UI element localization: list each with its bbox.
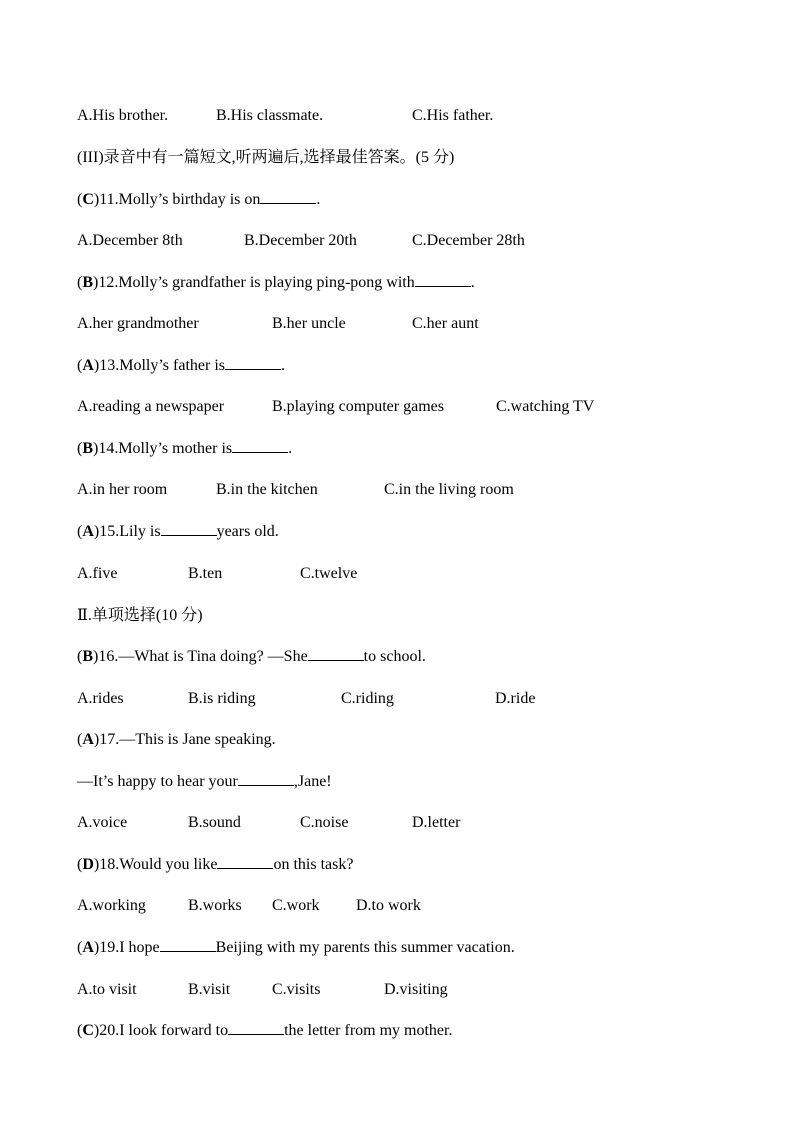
q19-blank [160, 937, 216, 952]
q19-option-a: A.to visit [77, 981, 137, 998]
question-17-line2 [77, 771, 332, 793]
question-12: (B)12.Molly’s grandfather is playing ping-pong with . [77, 272, 475, 294]
q19-stem: 19.I hope [99, 939, 160, 956]
q12-option-c: C.her aunt [412, 315, 479, 332]
answer-18: D [82, 856, 94, 873]
q13-options [77, 396, 777, 418]
section3-heading: (III)录音中有一篇短文,听两遍后,选择最佳答案。(5 分) [77, 149, 455, 166]
q17-stem: 17.—This is Jane speaking. [99, 731, 276, 748]
q17-option-c: C.noise [300, 814, 349, 831]
q20-after: the letter from my mother. [284, 1022, 453, 1039]
q15-after: years old. [216, 523, 279, 540]
q16-option-c: C.riding [341, 690, 394, 707]
q13-option-b: B.playing computer games [272, 398, 444, 415]
q16-options [77, 688, 777, 710]
answer-15: A [82, 523, 94, 540]
answer-11: C [82, 191, 94, 208]
q12-after: . [470, 274, 475, 291]
q18-option-b: B.works [188, 897, 242, 914]
q15-stem: 15.Lily is [99, 523, 161, 540]
q11-blank [260, 189, 316, 204]
question-16: (B)16.—What is Tina doing? —She to school. [77, 646, 426, 668]
q19-option-d: D.visiting [384, 981, 448, 998]
q10-option-a: A.His brother. [77, 107, 169, 124]
q10-option-c: C.His father. [412, 107, 494, 124]
q13-blank [225, 355, 281, 370]
answer-13: A [82, 357, 94, 374]
q17-option-b: B.sound [188, 814, 241, 831]
q15-option-a: A.five [77, 565, 118, 582]
q14-option-b: B.in the kitchen [216, 481, 318, 498]
q14-stem: 14.Molly’s mother is [98, 440, 233, 457]
answer-20: C [82, 1022, 94, 1039]
q12-option-a: A.her grandmother [77, 315, 199, 332]
q13-option-c: C.watching TV [496, 398, 595, 415]
answer-14: B [82, 440, 93, 457]
q20-blank [228, 1020, 284, 1035]
question-14: (B)14.Molly’s mother is . [77, 438, 292, 460]
q10-option-b: B.His classmate. [216, 107, 324, 124]
q14-blank [232, 438, 288, 453]
q11-option-a: A.December 8th [77, 232, 183, 249]
q11-option-b: B.December 20th [244, 232, 357, 249]
answer-12: B [82, 274, 93, 291]
q16-after: to school. [363, 648, 426, 665]
q13-stem: 13.Molly’s father is [99, 357, 225, 374]
q18-option-d: D.to work [356, 897, 421, 914]
q19-option-b: B.visit [188, 981, 231, 998]
q18-option-a: A.working [77, 897, 146, 914]
section2-heading: Ⅱ.单项选择(10 分) [77, 607, 203, 624]
answer-16: B [82, 648, 93, 665]
q16-option-d: D.ride [495, 690, 536, 707]
q19-option-c: C.visits [272, 981, 321, 998]
q12-option-b: B.her uncle [272, 315, 346, 332]
question-13: (A)13.Molly’s father is . [77, 355, 285, 377]
q17-line2-after: ,Jane! [293, 773, 332, 790]
question-17: (A)17.—This is Jane speaking. [77, 729, 276, 751]
q13-option-a: A.reading a newspaper [77, 398, 225, 415]
q16-option-a: A.rides [77, 690, 124, 707]
question-20: (C)20.I look forward to the letter from my mother. [77, 1020, 452, 1042]
q15-option-c: C.twelve [300, 565, 358, 582]
answer-19: A [82, 939, 94, 956]
q20-stem: 20.I look forward to [99, 1022, 229, 1039]
q19-options [77, 979, 777, 1001]
q10-options [77, 105, 777, 127]
q12-options [77, 313, 777, 335]
q18-after: on this task? [273, 856, 354, 873]
q17-option-a: A.voice [77, 814, 128, 831]
answer-17: A [82, 731, 94, 748]
q11-options [77, 230, 777, 252]
q16-stem: 16.—What is Tina doing? —She [98, 648, 308, 665]
q18-blank [217, 854, 273, 869]
q18-option-c: C.work [272, 897, 320, 914]
q15-option-b: B.ten [188, 565, 223, 582]
q14-option-a: A.in her room [77, 481, 168, 498]
question-11: (C)11.Molly’s birthday is on . [77, 189, 320, 211]
q16-blank [308, 646, 364, 661]
q17-options [77, 812, 777, 834]
q14-options [77, 479, 777, 501]
q14-after: . [288, 440, 293, 457]
q17-blank [238, 771, 294, 786]
q11-after: . [316, 191, 321, 208]
q16-option-b: B.is riding [188, 690, 256, 707]
q18-options [77, 895, 777, 917]
q13-after: . [280, 357, 285, 374]
q11-option-c: C.December 28th [412, 232, 525, 249]
q14-option-c: C.in the living room [384, 481, 514, 498]
question-18: (D)18.Would you like on this task? [77, 854, 353, 876]
q12-blank [415, 272, 471, 287]
q18-stem: 18.Would you like [99, 856, 218, 873]
q15-options [77, 563, 777, 585]
question-15: (A)15.Lily is years old. [77, 521, 279, 543]
q17-line2-before: —It’s happy to hear your [77, 773, 238, 790]
q12-stem: 12.Molly’s grandfather is playing ping-pong with [98, 274, 415, 291]
q19-after: Beijing with my parents this summer vacation. [215, 939, 515, 956]
q17-option-d: D.letter [412, 814, 461, 831]
question-19: (A)19.I hope Beijing with my parents this summer vacation. [77, 937, 515, 959]
q11-stem: 11.Molly’s birthday is on [99, 191, 261, 208]
q15-blank [161, 521, 217, 536]
